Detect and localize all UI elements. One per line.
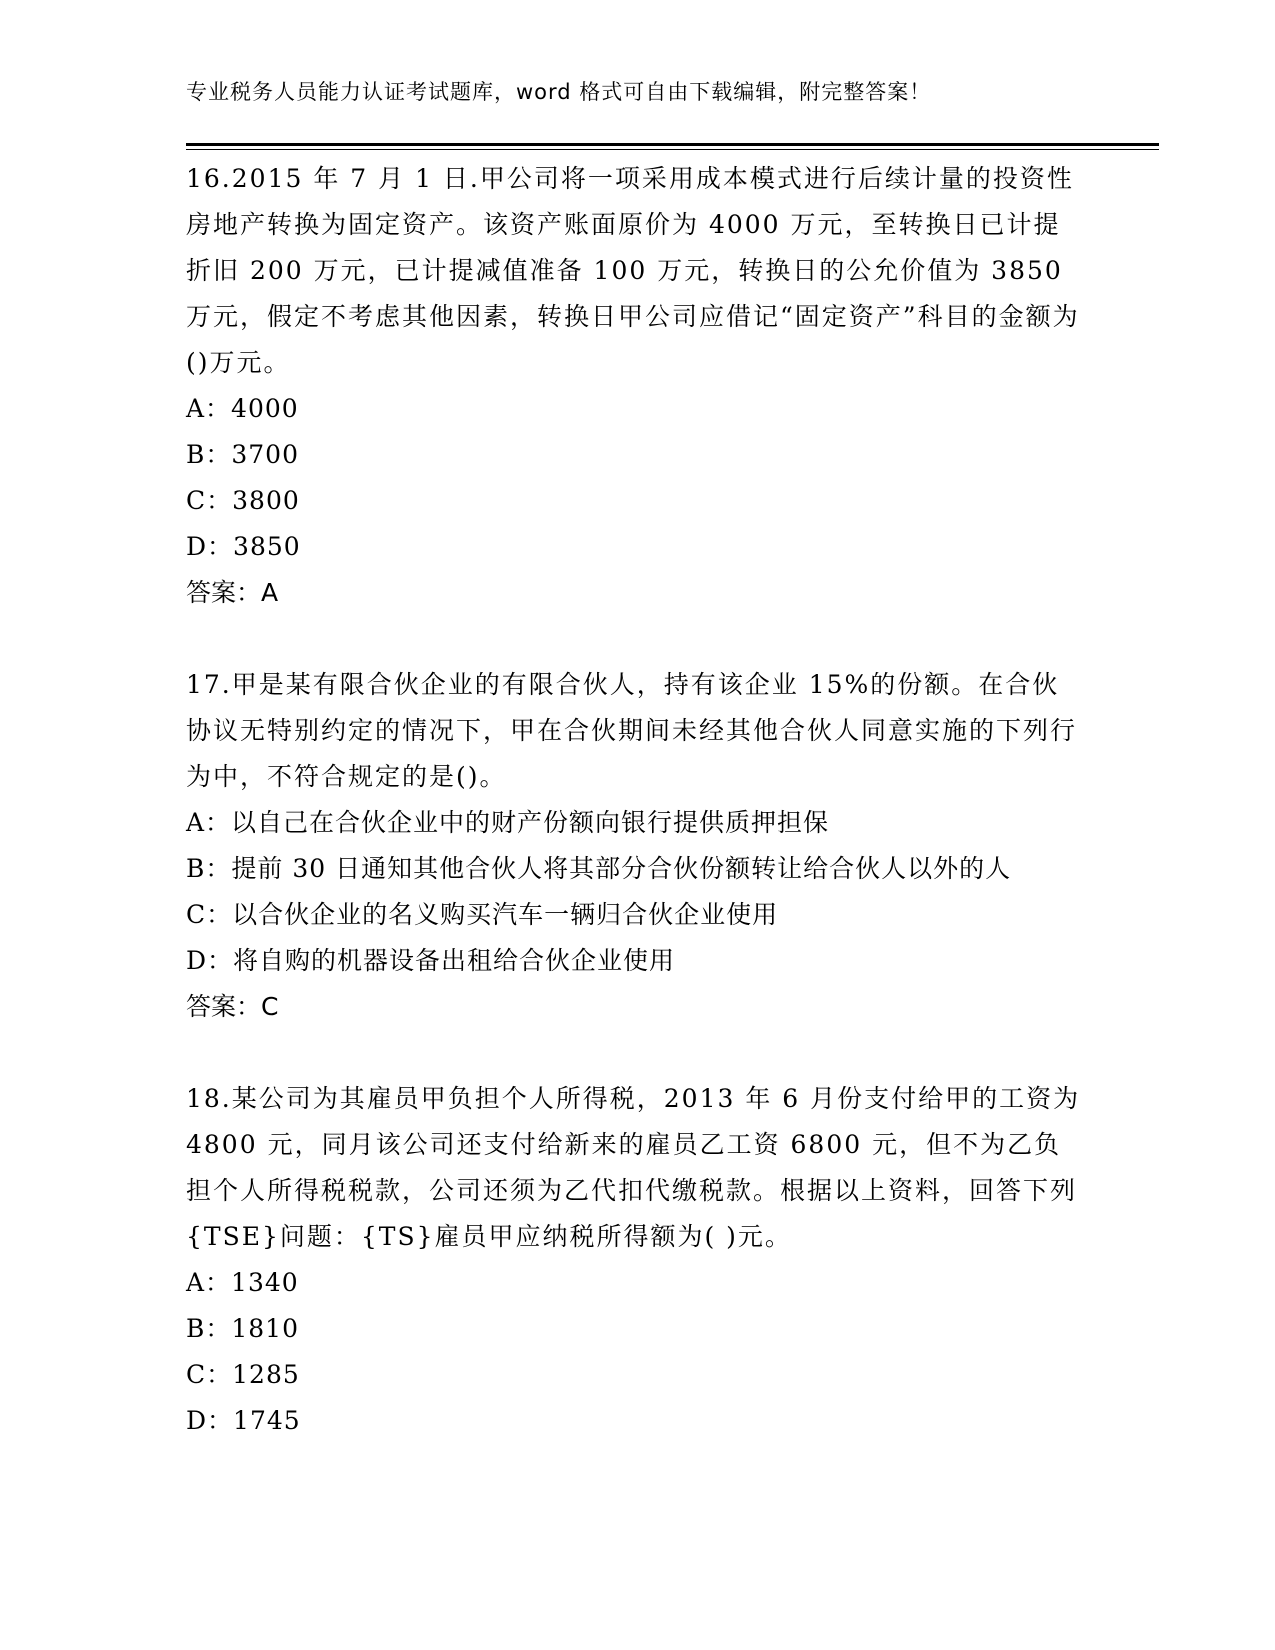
page-header: 专业税务人员能力认证考试题库，word 格式可自由下载编辑，附完整答案！: [186, 80, 932, 104]
answer-line: 答案：A: [186, 578, 279, 607]
answer-line: 答案：C: [186, 992, 279, 1021]
option-b: B：提前 30 日通知其他合伙人将其部分合伙份额转让给合伙人以外的人: [186, 854, 1012, 883]
option-b: B：1810: [186, 1314, 299, 1343]
spacer: [186, 616, 1086, 662]
option-d: D：3850: [186, 532, 301, 561]
question-stem: 18.某公司为其雇员甲负担个人所得税，2013 年 6 月份支付给甲的工资为 4800 元，同月该公司还支付给新来的雇员乙工资 6800 元，但不为乙负担个人所得税税款，公司还须为乙代扣代缴税款。根据以上资料，回答下列{TSE}问题：{TS}雇员甲应纳税所得额为( )元。: [186, 1084, 1081, 1251]
question-16: [186, 156, 1086, 616]
option-a: A：以自己在合伙企业中的财产份额向银行提供质押担保: [186, 808, 830, 837]
option-c: C：3800: [186, 486, 300, 515]
question-stem: 16.2015 年 7 月 1 日.甲公司将一项采用成本模式进行后续计量的投资性房地产转换为固定资产。该资产账面原价为 4000 万元，至转换日已计提折旧 200 万元，已计提减值准备 100 万元，转换日的公允价值为 3850 万元，假定不考虑其他因素，转换日甲公司应借记“固定资产”科目的金额为()万元。: [186, 164, 1080, 377]
option-b: B：3700: [186, 440, 299, 469]
header-rule-thin: [186, 149, 1159, 150]
option-a: A：1340: [186, 1268, 299, 1297]
option-c: C：1285: [186, 1360, 300, 1389]
header-rule-thick: [186, 143, 1159, 146]
question-list: [186, 156, 1086, 1444]
option-d: D：将自购的机器设备出租给合伙企业使用: [186, 946, 676, 975]
question-18: [186, 1076, 1086, 1444]
question-stem: 17.甲是某有限合伙企业的有限合伙人，持有该企业 15%的份额。在合伙协议无特别约定的情况下，甲在合伙期间未经其他合伙人同意实施的下列行为中，不符合规定的是()。: [186, 670, 1078, 791]
question-17: [186, 662, 1086, 1030]
option-d: D：1745: [186, 1406, 301, 1435]
option-a: A：4000: [186, 394, 299, 423]
option-c: C：以合伙企业的名义购买汽车一辆归合伙企业使用: [186, 900, 779, 929]
spacer: [186, 1030, 1086, 1076]
